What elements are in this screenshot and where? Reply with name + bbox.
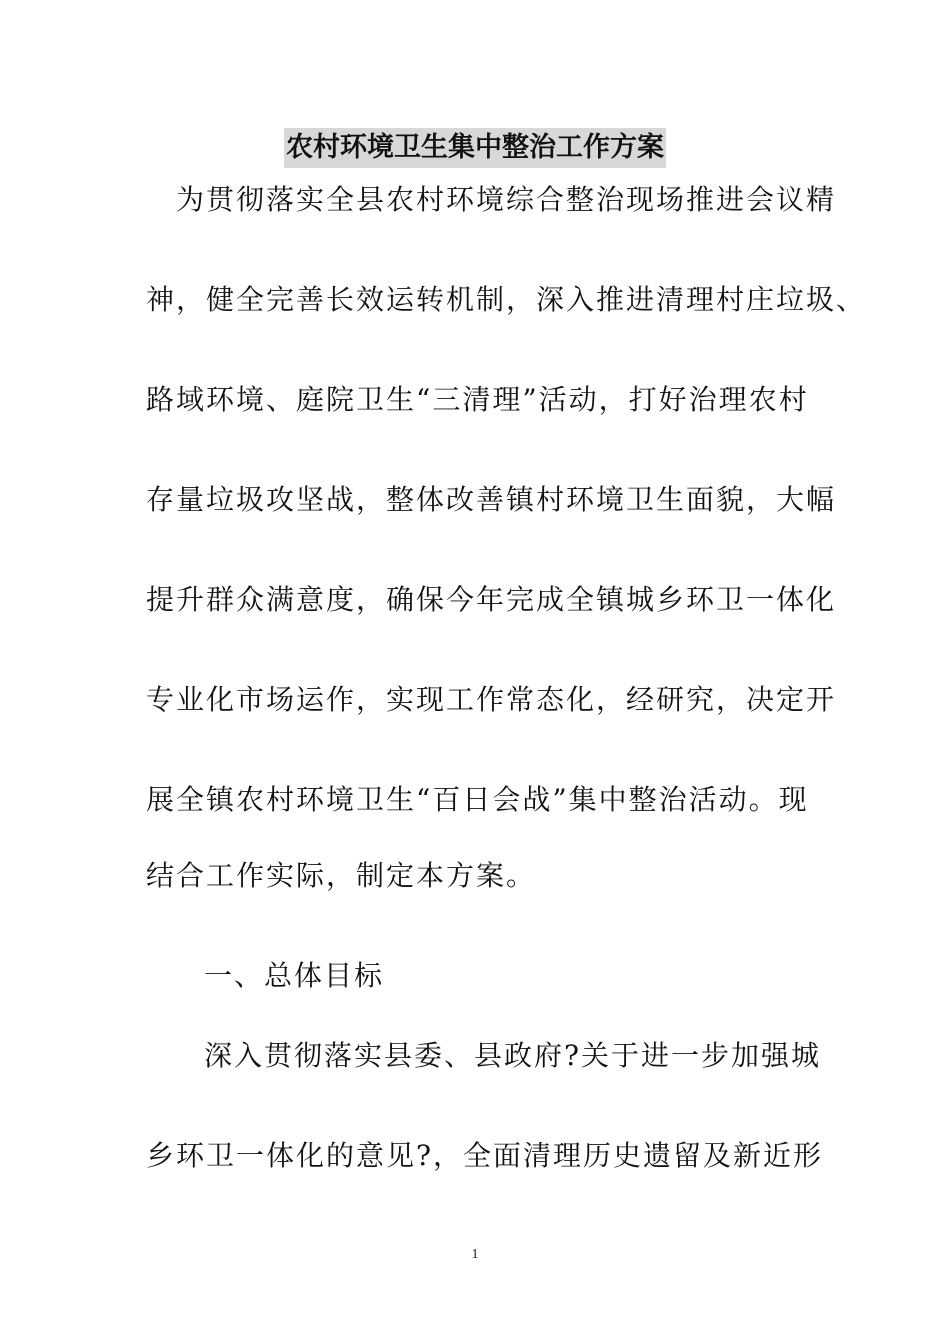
- paragraph-line: 结合工作实际，制定本方案。: [146, 859, 537, 892]
- page-number: 1: [471, 1247, 479, 1262]
- title-container: [0, 128, 950, 168]
- paragraph-line: 为贯彻落实全县农村环境综合整治现场推进会议精: [176, 183, 837, 216]
- paragraph-line: 展全镇农村环境卫生“百日会战”集中整治活动。现: [146, 783, 809, 816]
- paragraph-line: 专业化市场运作，实现工作常态化，经研究，决定开: [146, 683, 837, 716]
- section-heading: 一、总体目标: [204, 959, 385, 992]
- paragraph-line: 提升群众满意度，确保今年完成全镇城乡环卫一体化: [146, 583, 837, 616]
- paragraph-line: 深入贯彻落实县委、县政府?关于进一步加强城: [204, 1039, 822, 1072]
- paragraph-line: 路域环境、庭院卫生“三清理”活动，打好治理农村: [146, 383, 809, 416]
- document-title: 农村环境卫生集中整治工作方案: [284, 128, 666, 168]
- paragraph-line: 神，健全完善长效运转机制，深入推进清理村庄垃圾、: [146, 283, 867, 316]
- paragraph-line: 存量垃圾攻坚战，整体改善镇村环境卫生面貌，大幅: [146, 483, 837, 516]
- paragraph-line: 乡环卫一体化的意见?，全面清理历史遗留及新近形: [146, 1139, 824, 1172]
